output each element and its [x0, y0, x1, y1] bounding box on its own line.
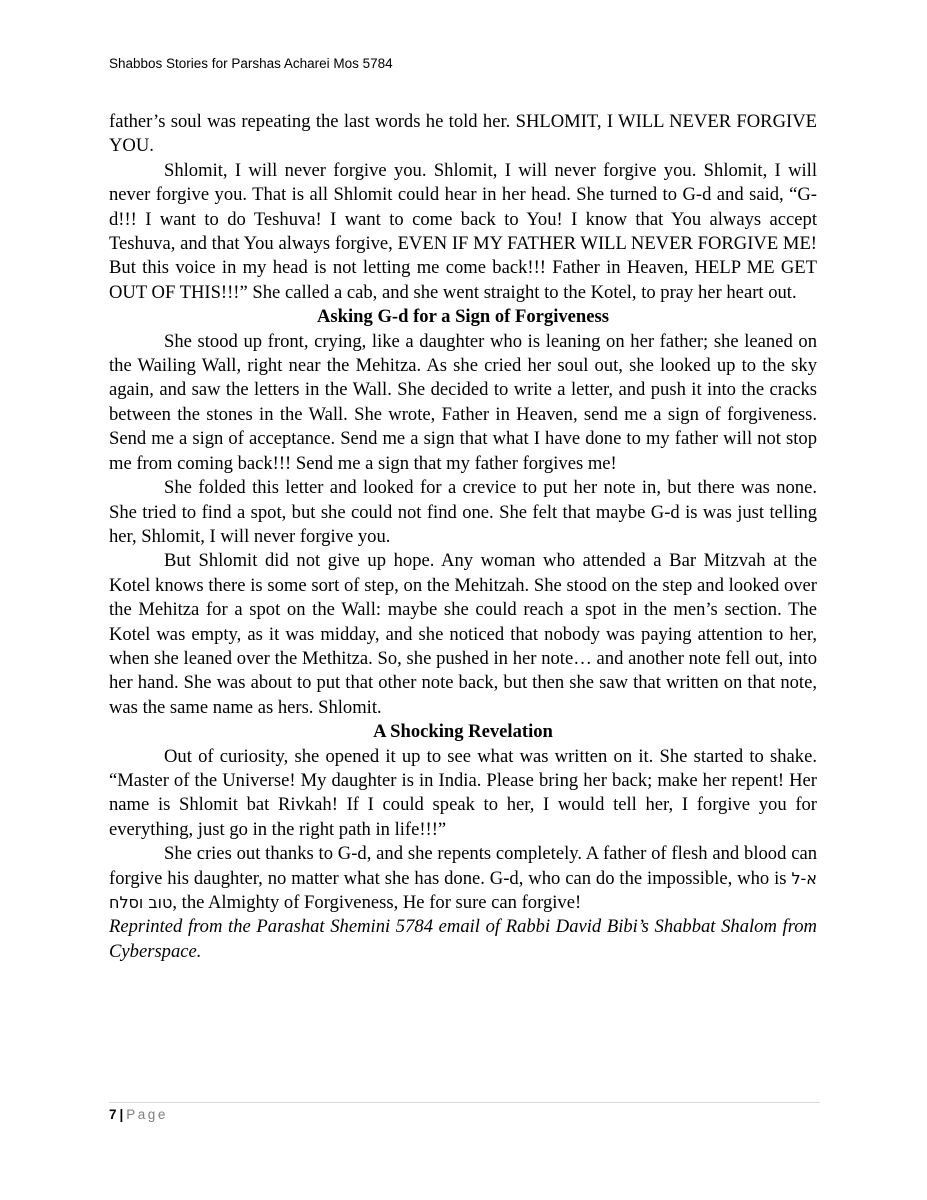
running-header: Shabbos Stories for Parshas Acharei Mos 5784	[109, 56, 393, 71]
page-label: Page	[126, 1107, 168, 1122]
paragraph-wailing-wall: She stood up front, crying, like a daughter who is leaning on her father; she leaned on the Wailing Wall, right near the Mehitza. As she cried her soul out, she looked up to the sky again, and saw the letters in the Wall. She decided to write a letter, and push it into the cracks between the stones in the Wall. She wrote, Father in Heaven, send me a sign of forgiveness. Send me a sign of acceptance. Send me a sign that what I have done to my father will not stop me from coming back!!! Send me a sign that my father forgives me!	[109, 330, 817, 474]
reprint-credit: Reprinted from the Parashat Shemini 5784 email of Rabbi David Bibi’s Shabbat Shalom from Cyberspace.	[109, 916, 817, 962]
paragraph-folded-letter: She folded this letter and looked for a crevice to put her note in, but there was none. She tried to find a spot, but she could not find one. She felt that maybe G-d is was just telling her, Shlomit, I will never forgive you.	[109, 477, 817, 547]
hebrew-phrase: א-ל טוב וסלח	[109, 868, 817, 912]
paragraph-mehitzah-step: But Shlomit did not give up hope. Any woman who attended a Bar Mitzvah at the Kotel knows there is some sort of step, on the Mehitzah. She stood on the step and looked over the Mehitza for a spot on the Wall: maybe she could reach a spot in the men’s section. The Kotel was empty, as it was midday, and she noticed that nobody was paying attention to her, when she leaned over the Methitza. So, she pushed in her note… and another note fell out, into her hand. She was about to put that other note back, but then she saw that written on that note, was the same name as hers. Shlomit.	[109, 550, 817, 718]
section-heading-shocking-revelation: A Shocking Revelation	[373, 721, 553, 743]
section-heading-sign-of-forgiveness: Asking G-d for a Sign of Forgiveness	[316, 306, 610, 328]
paragraph-teshuva-prayer: Shlomit, I will never forgive you. Shlomit, I will never forgive you. Shlomit, I will never forgive you. That is all Shlomit could hear in her head. She turned to G-d and said, “G-d!!! I want to do Teshuva! I want to come back to You! I know that You always accept Teshuva, and that You always forgive, EVEN IF MY FATHER WILL NEVER FORGIVE ME! But this voice in my head is not letting me come back!!! Father in Heaven, HELP ME GET OUT OF THIS!!!” She called a cab, and she went straight to the Kotel, to pray her heart out.	[109, 159, 817, 303]
page-footer	[109, 1107, 168, 1122]
repentance-text-end: , the Almighty of Forgiveness, He for sure can forgive!	[172, 892, 582, 913]
paragraph-repentance	[109, 842, 817, 915]
paragraph-father-note: Out of curiosity, she opened it up to see what was written on it. She started to shake. “Master of the Universe! My daughter is in India. Please bring her back; make her repent! Her name is Shlomit bat Rivkah! If I could speak to her, I would tell her, I forgive you for everything, just go in the right path in life!!!”	[109, 745, 817, 840]
page-number: 7	[109, 1107, 117, 1122]
paragraph-continuation: father’s soul was repeating the last words he told her. SHLOMIT, I WILL NEVER FORGIVE YOU.	[109, 111, 817, 157]
footer-separator: |	[119, 1107, 124, 1122]
repentance-text-start: She cries out thanks to G-d, and she repents completely. A father of flesh and blood can forgive his daughter, no matter what she has done. G-d, who can do the impossible, who is	[109, 843, 817, 889]
footer-divider	[109, 1102, 820, 1103]
document-body	[109, 110, 817, 964]
